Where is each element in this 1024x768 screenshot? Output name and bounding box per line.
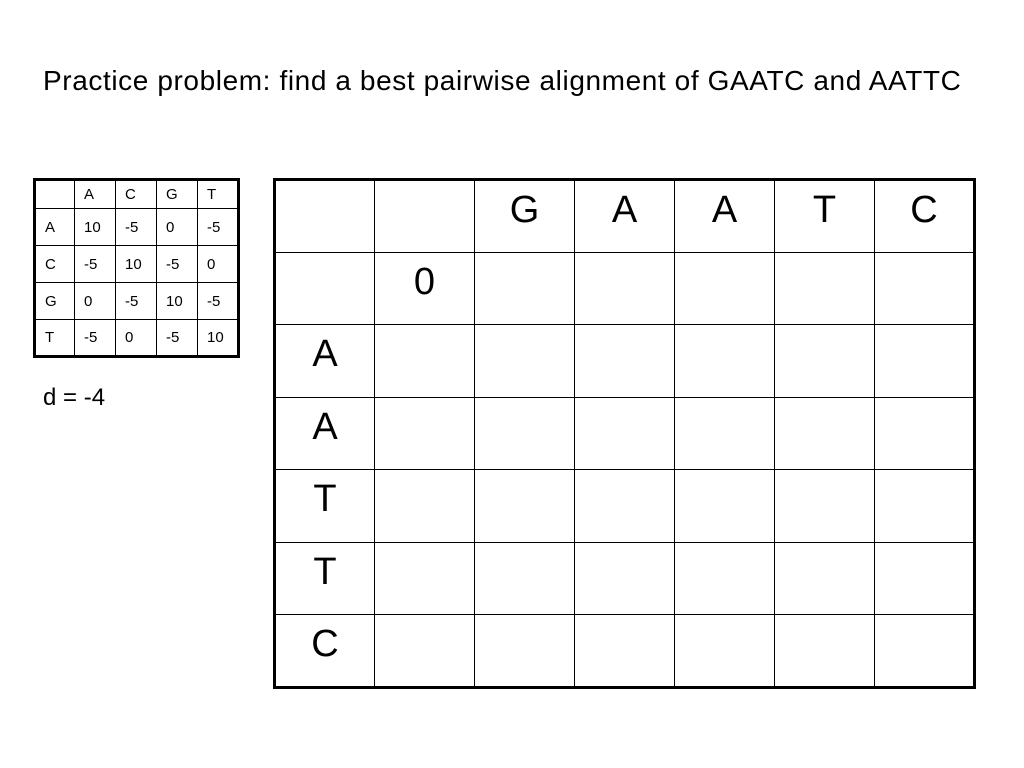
dp-cell xyxy=(475,470,575,543)
dp-empty-header-cell xyxy=(375,180,475,253)
dp-row-header: C xyxy=(275,615,375,688)
dp-cell xyxy=(675,252,775,325)
score-cell: 10 xyxy=(75,209,116,246)
dp-cell xyxy=(775,325,875,398)
dp-cell xyxy=(575,470,675,543)
dp-col-header: A xyxy=(575,180,675,253)
dp-col-header: C xyxy=(875,180,975,253)
dp-cell xyxy=(575,397,675,470)
dp-cell xyxy=(875,542,975,615)
score-cell: -5 xyxy=(75,320,116,357)
score-cell: -5 xyxy=(157,246,198,283)
score-matrix-row xyxy=(35,283,239,320)
score-matrix-row xyxy=(35,320,239,357)
score-cell: 0 xyxy=(75,283,116,320)
score-matrix-col-header: T xyxy=(198,180,239,209)
dp-cell xyxy=(875,252,975,325)
score-cell: 0 xyxy=(116,320,157,357)
score-matrix-row-header: A xyxy=(35,209,75,246)
dp-row-header: A xyxy=(275,397,375,470)
dp-cell xyxy=(375,615,475,688)
score-cell: -5 xyxy=(198,283,239,320)
dp-cell xyxy=(675,615,775,688)
score-matrix-row xyxy=(35,246,239,283)
score-cell: 10 xyxy=(198,320,239,357)
dp-cell xyxy=(475,252,575,325)
dp-cell xyxy=(475,325,575,398)
score-matrix-table xyxy=(33,178,240,358)
dp-row xyxy=(275,397,975,470)
score-matrix-row xyxy=(35,209,239,246)
dp-cell xyxy=(775,470,875,543)
dp-cell xyxy=(875,397,975,470)
dp-row-header: T xyxy=(275,542,375,615)
score-cell: 10 xyxy=(116,246,157,283)
dp-cell xyxy=(675,325,775,398)
dp-origin-cell: 0 xyxy=(375,252,475,325)
score-cell: -5 xyxy=(116,209,157,246)
score-cell: 0 xyxy=(198,246,239,283)
score-matrix-col-header: C xyxy=(116,180,157,209)
score-matrix-corner-cell xyxy=(35,180,75,209)
dp-cell xyxy=(475,397,575,470)
dp-cell xyxy=(875,615,975,688)
dp-cell xyxy=(675,542,775,615)
dp-cell xyxy=(475,542,575,615)
slide-title: Practice problem: find a best pairwise alignment of GAATC and AATTC xyxy=(43,65,962,96)
score-matrix-col-header: A xyxy=(75,180,116,209)
score-matrix-row-header: T xyxy=(35,320,75,357)
dp-cell xyxy=(675,470,775,543)
score-matrix-row-header: G xyxy=(35,283,75,320)
dp-cell xyxy=(575,615,675,688)
dp-empty-row-header xyxy=(275,252,375,325)
dp-cell xyxy=(375,397,475,470)
dp-cell xyxy=(775,252,875,325)
dp-cell xyxy=(375,470,475,543)
dp-row xyxy=(275,615,975,688)
dp-cell xyxy=(575,325,675,398)
dp-row-header: A xyxy=(275,325,375,398)
score-cell: 10 xyxy=(157,283,198,320)
score-matrix-header-row xyxy=(35,180,239,209)
dp-row xyxy=(275,252,975,325)
dp-cell xyxy=(775,397,875,470)
score-cell: -5 xyxy=(75,246,116,283)
dp-cell xyxy=(475,615,575,688)
score-cell: -5 xyxy=(198,209,239,246)
dp-row xyxy=(275,542,975,615)
dp-cell xyxy=(675,397,775,470)
dp-cell xyxy=(575,542,675,615)
dp-row xyxy=(275,470,975,543)
dp-corner-cell xyxy=(275,180,375,253)
score-matrix-col-header: G xyxy=(157,180,198,209)
score-cell: -5 xyxy=(157,320,198,357)
alignment-dp-grid xyxy=(273,178,976,689)
dp-col-header: G xyxy=(475,180,575,253)
dp-col-header: A xyxy=(675,180,775,253)
dp-cell xyxy=(375,325,475,398)
dp-row xyxy=(275,325,975,398)
dp-cell xyxy=(575,252,675,325)
score-cell: -5 xyxy=(116,283,157,320)
dp-header-row xyxy=(275,180,975,253)
dp-cell xyxy=(875,325,975,398)
dp-cell xyxy=(775,615,875,688)
dp-cell xyxy=(875,470,975,543)
dp-cell xyxy=(375,542,475,615)
score-matrix-row-header: C xyxy=(35,246,75,283)
dp-row-header: T xyxy=(275,470,375,543)
score-cell: 0 xyxy=(157,209,198,246)
gap-penalty-label: d = -4 xyxy=(43,384,106,411)
dp-cell xyxy=(775,542,875,615)
dp-col-header: T xyxy=(775,180,875,253)
